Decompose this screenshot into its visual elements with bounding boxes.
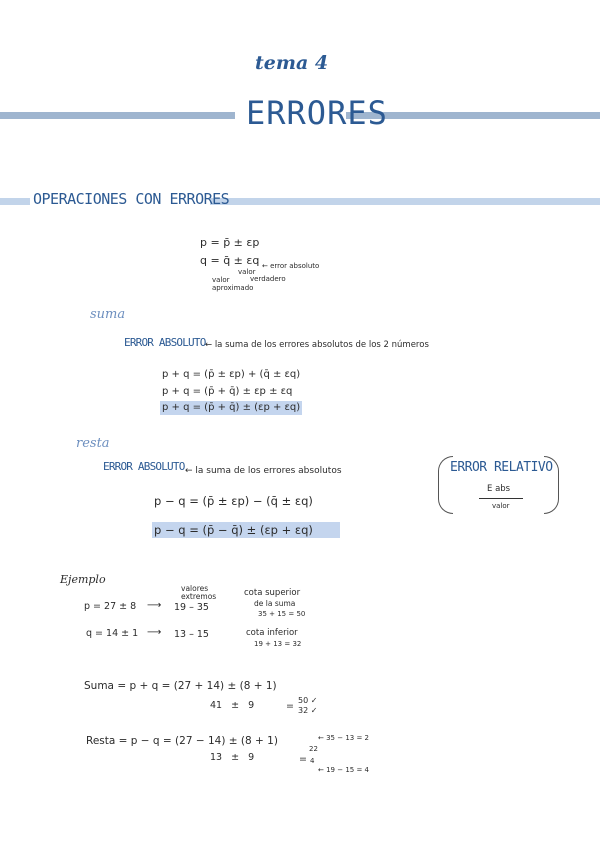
suma-ea-desc: ← la suma de los errores absolutos de los 2 números: [205, 340, 429, 350]
def-note-aprox2: aproximado: [212, 284, 254, 292]
ejemplo-cota-sup-3: 35 + 15 = 50: [258, 610, 306, 618]
ejemplo-suma-result: 41 ± 9: [210, 700, 255, 711]
suma-eq-1: p + q = (p̄ ± εp) + (q̄ ± εq): [162, 369, 301, 380]
def-arrow-error: ← error absoluto: [262, 262, 320, 270]
ejemplo-resta-v1: 22: [309, 745, 318, 753]
suma-ea-label: ERROR ABSOLUTO: [124, 336, 206, 349]
ejemplo-label: Ejemplo: [60, 573, 106, 586]
def-note-verdadero: verdadero: [250, 275, 286, 283]
def-line-1: p = p̄ ± εp: [200, 236, 260, 249]
resta-ea-desc: ← la suma de los errores absolutos: [185, 466, 342, 476]
ejemplo-resta-note-2: ← 19 − 15 = 4: [318, 766, 369, 774]
def-note-aprox1: valor: [212, 276, 230, 284]
ejemplo-cota-inf-2: 19 + 13 = 32: [254, 640, 302, 648]
suma-eq-3: p + q = (p̄ + q̄) ± (εp + εq): [162, 402, 301, 413]
resta-eq-1: p − q = (p̄ ± εp) − (q̄ ± εq): [154, 494, 313, 508]
ejemplo-q-arrow: ⟶: [147, 627, 162, 638]
relativo-numerator: E abs: [487, 484, 511, 494]
ejemplo-suma-v2: 32 ✓: [298, 706, 318, 715]
ejemplo-q-range: 13 – 15: [174, 629, 209, 640]
ejemplo-cota-sup-1: cota superior: [244, 588, 301, 598]
ejemplo-suma-line: Suma = p + q = (27 + 14) ± (8 + 1): [84, 680, 277, 692]
ejemplo-cota-sup-2: de la suma: [254, 599, 296, 608]
ejemplo-q-line: q = 14 ± 1: [86, 628, 139, 639]
ejemplo-suma-equals: =: [286, 701, 294, 712]
section-title: OPERACIONES CON ERRORES: [33, 190, 230, 208]
resta-ea-label: ERROR ABSOLUTO: [103, 460, 185, 473]
subtitle: tema 4: [255, 52, 329, 74]
section-bar-right: [210, 198, 600, 205]
ejemplo-resta-result: 13 ± 9: [210, 752, 255, 763]
title-bar-left: [0, 112, 235, 119]
ejemplo-p-line: p = 27 ± 8: [84, 601, 137, 612]
ejemplo-col-valores-2: extremos: [181, 592, 217, 601]
resta-eq-2: p − q = (p̄ − q̄) ± (εp + εq): [154, 523, 313, 537]
page-title: ERRORES: [246, 94, 388, 132]
relativo-fraction-line: [479, 498, 523, 499]
def-line-2: q = q̄ ± εq: [200, 254, 260, 267]
relativo-title: ERROR RELATIVO: [450, 460, 553, 475]
ejemplo-col-valores-1: valores: [181, 584, 209, 593]
ejemplo-resta-v2: 4: [310, 757, 315, 765]
ejemplo-resta-note-1: ← 35 − 13 = 2: [318, 734, 369, 742]
ejemplo-resta-line: Resta = p − q = (27 − 14) ± (8 + 1): [86, 735, 278, 747]
section-bar-left: [0, 198, 30, 205]
ejemplo-cota-inf-1: cota inferior: [246, 628, 298, 638]
suma-eq-2: p + q = (p̄ + q̄) ± εp ± εq: [162, 386, 293, 397]
ejemplo-resta-equals: =: [299, 754, 307, 765]
ejemplo-suma-v1: 50 ✓: [298, 696, 318, 705]
suma-label: suma: [90, 307, 126, 322]
ejemplo-p-arrow: ⟶: [147, 600, 162, 611]
def-note-valor: valor: [238, 268, 256, 276]
resta-label: resta: [76, 436, 110, 451]
relativo-denominator: valor: [492, 502, 510, 510]
ejemplo-p-range: 19 – 35: [174, 602, 209, 613]
